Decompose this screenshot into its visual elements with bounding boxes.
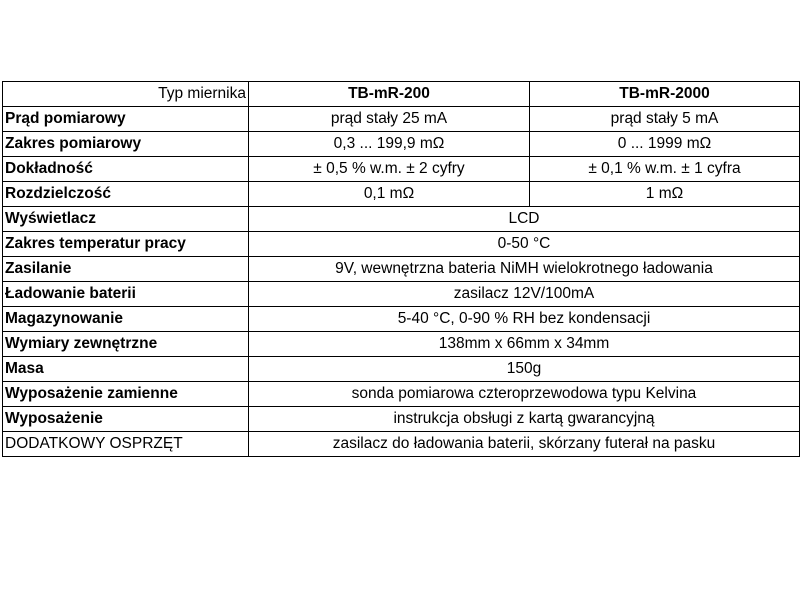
table-row (3, 282, 800, 307)
row-label: Ładowanie baterii (3, 282, 249, 307)
row-label: DODATKOWY OSPRZĘT (3, 432, 249, 457)
row-value-model-2: 0 ... 1999 mΩ (530, 132, 800, 157)
row-value: instrukcja obsługi z kartą gwarancyjną (249, 407, 800, 432)
row-value: zasilacz 12V/100mA (249, 282, 800, 307)
row-value: zasilacz do ładowania baterii, skórzany futerał na pasku (249, 432, 800, 457)
row-value: LCD (249, 207, 800, 232)
row-label: Zakres temperatur pracy (3, 232, 249, 257)
row-value-model-1: 0,3 ... 199,9 mΩ (249, 132, 530, 157)
row-label: Wyposażenie (3, 407, 249, 432)
row-label: Prąd pomiarowy (3, 107, 249, 132)
row-label: Wyposażenie zamienne (3, 382, 249, 407)
header-row (3, 82, 800, 107)
table-row (3, 382, 800, 407)
table-row (3, 207, 800, 232)
row-value-model-2: ± 0,1 % w.m. ± 1 cyfra (530, 157, 800, 182)
row-label: Wyświetlacz (3, 207, 249, 232)
row-value: 0-50 °C (249, 232, 800, 257)
row-value: 138mm x 66mm x 34mm (249, 332, 800, 357)
table-row (3, 257, 800, 282)
table-row (3, 432, 800, 457)
row-label: Wymiary zewnętrzne (3, 332, 249, 357)
row-value-model-2: 1 mΩ (530, 182, 800, 207)
table-row (3, 332, 800, 357)
table-row (3, 132, 800, 157)
table-row (3, 307, 800, 332)
row-value: sonda pomiarowa czteroprzewodowa typu Kelvina (249, 382, 800, 407)
spec-table (2, 81, 800, 457)
row-value-model-1: prąd stały 25 mA (249, 107, 530, 132)
row-value-model-1: ± 0,5 % w.m. ± 2 cyfry (249, 157, 530, 182)
row-label: Masa (3, 357, 249, 382)
table-row (3, 182, 800, 207)
table-row (3, 157, 800, 182)
row-label: Rozdzielczość (3, 182, 249, 207)
row-value: 9V, wewnętrzna bateria NiMH wielokrotnego ładowania (249, 257, 800, 282)
row-value: 150g (249, 357, 800, 382)
header-label: Typ miernika (3, 82, 249, 107)
row-value-model-2: prąd stały 5 mA (530, 107, 800, 132)
row-label: Zakres pomiarowy (3, 132, 249, 157)
row-label: Zasilanie (3, 257, 249, 282)
table-row (3, 232, 800, 257)
row-label: Magazynowanie (3, 307, 249, 332)
table-row (3, 357, 800, 382)
header-model-2: TB-mR-2000 (530, 82, 800, 107)
header-model-1: TB-mR-200 (249, 82, 530, 107)
table-row (3, 407, 800, 432)
row-value: 5-40 °C, 0-90 % RH bez kondensacji (249, 307, 800, 332)
table-row (3, 107, 800, 132)
row-value-model-1: 0,1 mΩ (249, 182, 530, 207)
row-label: Dokładność (3, 157, 249, 182)
